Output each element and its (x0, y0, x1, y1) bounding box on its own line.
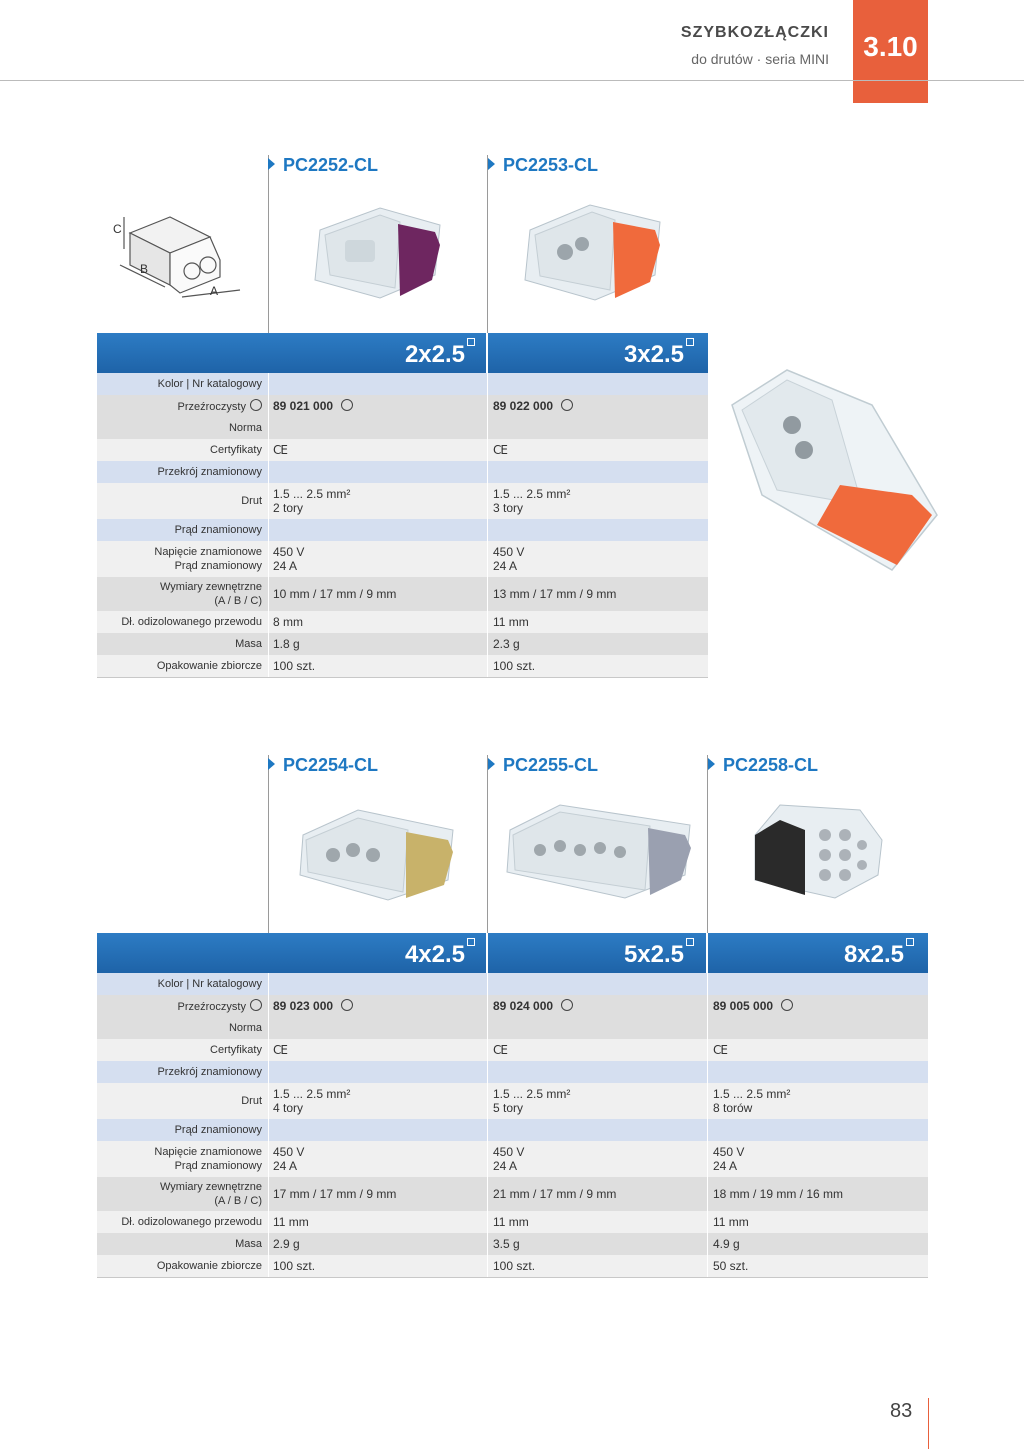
table-cell: 13 mm / 17 mm / 9 mm (493, 587, 617, 601)
table-row (97, 973, 928, 995)
arrow-right-icon (268, 758, 275, 770)
table-row (97, 995, 928, 1017)
table-cell: 1.5 ... 2.5 mm² 8 torów (713, 1087, 791, 1115)
column-divider (268, 755, 269, 935)
table-row (97, 1083, 928, 1119)
table-cell: 1.8 g (273, 637, 300, 651)
row-label: Dł. odizolowanego przewodu (121, 1216, 262, 1228)
table-row (97, 1141, 928, 1177)
table-cell: 450 V 24 A (713, 1145, 745, 1173)
product-photo-pc2252 (310, 200, 450, 305)
row-label: Opakowanie zbiorcze (156, 660, 262, 672)
table-cell: 4.9 g (713, 1237, 740, 1251)
table-cell: 11 mm (273, 1215, 309, 1229)
table-cell: 100 szt. (273, 1259, 316, 1273)
section-title: SZYBKOZŁĄCZKI (680, 24, 829, 41)
table-row (97, 1177, 928, 1211)
table-bottom-border (97, 1277, 928, 1278)
size-header: 4x2.5 (270, 933, 475, 973)
arrow-right-icon (268, 158, 275, 170)
row-label: Prąd znamionowy (174, 524, 262, 536)
row-label: Przekrój znamionowy (157, 1066, 262, 1078)
table-cell: 2.3 g (493, 637, 520, 651)
row-label: Wymiary zewnętrzne (A / B / C) (160, 581, 262, 607)
product-photo-pc2254 (298, 800, 458, 905)
table-cell: 89 005 000 (713, 999, 793, 1013)
table-cell: 450 V 24 A (493, 1145, 525, 1173)
table-row (97, 541, 708, 577)
table-cell: 100 szt. (493, 659, 536, 673)
table-cell: 89 022 000 (493, 399, 573, 413)
table-row (97, 483, 708, 519)
row-label: Certyfikaty (210, 444, 262, 456)
arrow-right-icon (708, 758, 715, 770)
section-subtitle: do drutów · seria MINI (691, 51, 829, 67)
table-row (97, 577, 708, 611)
table-cell: 17 mm / 17 mm / 9 mm (273, 1187, 397, 1201)
row-label: Wymiary zewnętrzne (A / B / C) (160, 1181, 262, 1207)
diagram-label-b: B (140, 262, 149, 276)
circle-icon (561, 999, 573, 1011)
table-row (97, 611, 708, 633)
table-header-band (97, 333, 708, 373)
table-row (97, 461, 708, 483)
table-row (97, 417, 708, 439)
table-row (97, 1119, 928, 1141)
column-divider (487, 155, 488, 335)
table-bottom-border (97, 677, 708, 678)
row-label: Norma (228, 1022, 262, 1034)
product-photo-large (722, 365, 942, 575)
circle-icon (781, 999, 793, 1011)
size-header: 2x2.5 (270, 333, 475, 373)
row-label: Dł. odizolowanego przewodu (121, 616, 262, 628)
diagram-label-c: C (113, 222, 122, 236)
circle-icon (561, 399, 573, 411)
table-cell: 89 024 000 (493, 999, 573, 1013)
column-divider (707, 755, 708, 935)
table-cell: 21 mm / 17 mm / 9 mm (493, 1187, 617, 1201)
table-cell: CE (713, 1043, 727, 1057)
row-label: Przeźroczysty (97, 999, 262, 1014)
table-cell: 11 mm (493, 1215, 529, 1229)
row-label: Masa (235, 638, 262, 650)
table-cell: 1.5 ... 2.5 mm² 4 tory (273, 1087, 351, 1115)
table-row (97, 1061, 928, 1083)
table-cell: 3.5 g (493, 1237, 520, 1251)
table-cell: 1.5 ... 2.5 mm² 2 tory (273, 487, 351, 515)
row-label: Drut (241, 1095, 262, 1107)
table-cell: 450 V 24 A (273, 545, 305, 573)
table-cell: CE (493, 1043, 507, 1057)
table-row (97, 519, 708, 541)
table-row (97, 395, 708, 417)
circle-icon (341, 399, 353, 411)
column-divider (487, 755, 488, 935)
row-label: Opakowanie zbiorcze (156, 1260, 262, 1272)
table-cell: 100 szt. (493, 1259, 536, 1273)
row-label: Norma (228, 422, 262, 434)
table-header-band (97, 933, 928, 973)
table-row (97, 655, 708, 677)
table-cell: 1.5 ... 2.5 mm² 3 tory (493, 487, 571, 515)
section-number-badge: 3.10 (853, 0, 928, 103)
row-label: Napięcie znamionowe Prąd znamionowy (154, 546, 262, 572)
row-label: Prąd znamionowy (174, 1124, 262, 1136)
table-cell: 100 szt. (273, 659, 316, 673)
table-cell: 450 V 24 A (273, 1145, 305, 1173)
row-label: Przekrój znamionowy (157, 466, 262, 478)
table-cell: 2.9 g (273, 1237, 300, 1251)
product-title-pc2258: PC2258-CL (708, 755, 818, 776)
product-title-pc2252: PC2252-CL (268, 155, 378, 176)
circle-icon (250, 999, 262, 1011)
table-cell: 89 023 000 (273, 999, 353, 1013)
circle-icon (341, 999, 353, 1011)
column-divider (268, 155, 269, 335)
size-header: 3x2.5 (489, 333, 694, 373)
product-photo-pc2253 (520, 200, 670, 305)
size-header: 8x2.5 (709, 933, 914, 973)
arrow-right-icon (488, 158, 495, 170)
table-cell: 10 mm / 17 mm / 9 mm (273, 587, 397, 601)
table-cell: CE (493, 443, 507, 457)
header-divider (0, 80, 1024, 81)
product-title-pc2255: PC2255-CL (488, 755, 598, 776)
table-row (97, 1017, 928, 1039)
size-header: 5x2.5 (489, 933, 694, 973)
table-row (97, 1233, 928, 1255)
circle-icon (250, 399, 262, 411)
row-label: Przeźroczysty (97, 399, 262, 414)
table-cell: 89 021 000 (273, 399, 353, 413)
table-cell: 11 mm (713, 1215, 749, 1229)
table-row (97, 439, 708, 461)
product-title-pc2253: PC2253-CL (488, 155, 598, 176)
dimension-diagram (110, 205, 260, 315)
table-row (97, 1255, 928, 1277)
table-cell: 1.5 ... 2.5 mm² 5 tory (493, 1087, 571, 1115)
product-photo-pc2255 (505, 800, 695, 900)
arrow-right-icon (488, 758, 495, 770)
table-cell: 18 mm / 19 mm / 16 mm (713, 1187, 844, 1201)
page-number: 83 (890, 1400, 913, 1422)
table-row (97, 373, 708, 395)
table-cell: 50 szt. (713, 1259, 749, 1273)
table-cell: 8 mm (273, 615, 303, 629)
table-cell: CE (273, 443, 287, 457)
row-label: Masa (235, 1238, 262, 1250)
table-cell: 11 mm (493, 615, 529, 629)
diagram-label-a: A (210, 284, 219, 298)
table-cell: 450 V 24 A (493, 545, 525, 573)
table-row (97, 1039, 928, 1061)
page-number-bar (928, 1398, 929, 1449)
table-row (97, 633, 708, 655)
row-label: Drut (241, 495, 262, 507)
row-label: Napięcie znamionowe Prąd znamionowy (154, 1146, 262, 1172)
table-cell: CE (273, 1043, 287, 1057)
product-photo-pc2258 (750, 800, 885, 900)
table-row (97, 1211, 928, 1233)
row-label: Kolor | Nr katalogowy (157, 378, 262, 390)
row-label: Kolor | Nr katalogowy (157, 978, 262, 990)
product-title-pc2254: PC2254-CL (268, 755, 378, 776)
row-label: Certyfikaty (210, 1044, 262, 1056)
